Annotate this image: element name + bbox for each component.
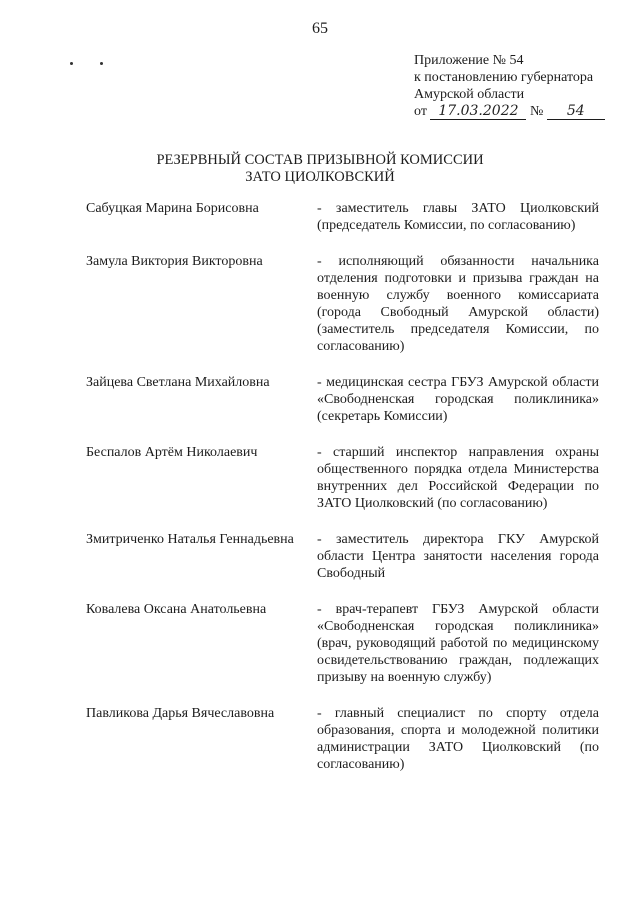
- member-name: Ковалева Оксана Анатольевна: [86, 602, 267, 617]
- member-name: Зайцева Светлана Михайловна: [86, 375, 270, 390]
- appendix-line-1: Приложение № 54: [414, 53, 524, 68]
- member-name: Павликова Дарья Вячеславовна: [86, 706, 275, 721]
- member-role: - медицинская сестра ГБУЗ Амурской области «Свободненская городская поликлиника» (секретарь Комиссии): [317, 375, 599, 424]
- title-line-2: ЗАТО ЦИОЛКОВСКИЙ: [245, 169, 395, 185]
- member-role: - старший инспектор направления охраны общественного порядка отдела Министерства внутренних дел Российской Федерации по ЗАТО Циолковский (по согласованию): [317, 445, 599, 511]
- appendix-line-3: Амурской области: [414, 87, 525, 102]
- title-line-1: РЕЗЕРВНЫЙ СОСТАВ ПРИЗЫВНОЙ КОМИССИИ: [156, 152, 484, 168]
- appendix-line-2: к постановлению губернатора: [414, 70, 594, 85]
- scan-mark-right: [100, 62, 103, 65]
- member-role: - заместитель директора ГКУ Амурской области Центра занятости населения города Свободный: [317, 532, 599, 581]
- member-entry: [86, 374, 606, 425]
- member-name: Беспалов Артём Николаевич: [86, 445, 258, 460]
- appendix-date-line: [414, 103, 614, 120]
- member-entry: [86, 531, 606, 582]
- member-role: - заместитель главы ЗАТО Циолковский (председатель Комиссии, по согласованию): [317, 201, 599, 233]
- member-entry: [86, 444, 606, 512]
- members-list: [86, 200, 606, 773]
- member-entry: [86, 601, 606, 686]
- scan-mark-left: [70, 62, 73, 65]
- appendix-number-value: 54: [547, 104, 605, 120]
- appendix-number-label: №: [529, 104, 544, 119]
- appendix-block: [414, 52, 614, 120]
- member-role: - главный специалист по спорту отдела образования, спорта и молодежной политики администрации ЗАТО Циолковский (по согласованию): [317, 706, 599, 772]
- member-entry: [86, 200, 606, 234]
- member-entry: [86, 705, 606, 773]
- member-name: Замула Виктория Викторовна: [86, 254, 263, 269]
- document-title: [0, 152, 640, 186]
- member-entry: [86, 253, 606, 355]
- member-name: Змитриченко Наталья Геннадьевна: [86, 532, 294, 547]
- member-role: - врач-терапевт ГБУЗ Амурской области «Свободненская городская поликлиника» (врач, руководящий работой по медицинскому освидетельствованию граждан, подлежащих призыву на военную службу): [317, 602, 599, 685]
- appendix-date-value: 17.03.2022: [430, 104, 526, 120]
- member-role: - исполняющий обязанности начальника отделения подготовки и призыва граждан на военную службу военного комиссариата (города Свободный Амурской области) (заместитель председателя Комиссии, по согласованию): [317, 254, 599, 354]
- appendix-from-label: от: [414, 104, 427, 119]
- member-name: Сабуцкая Марина Борисовна: [86, 201, 259, 216]
- page-number: 65: [312, 20, 328, 37]
